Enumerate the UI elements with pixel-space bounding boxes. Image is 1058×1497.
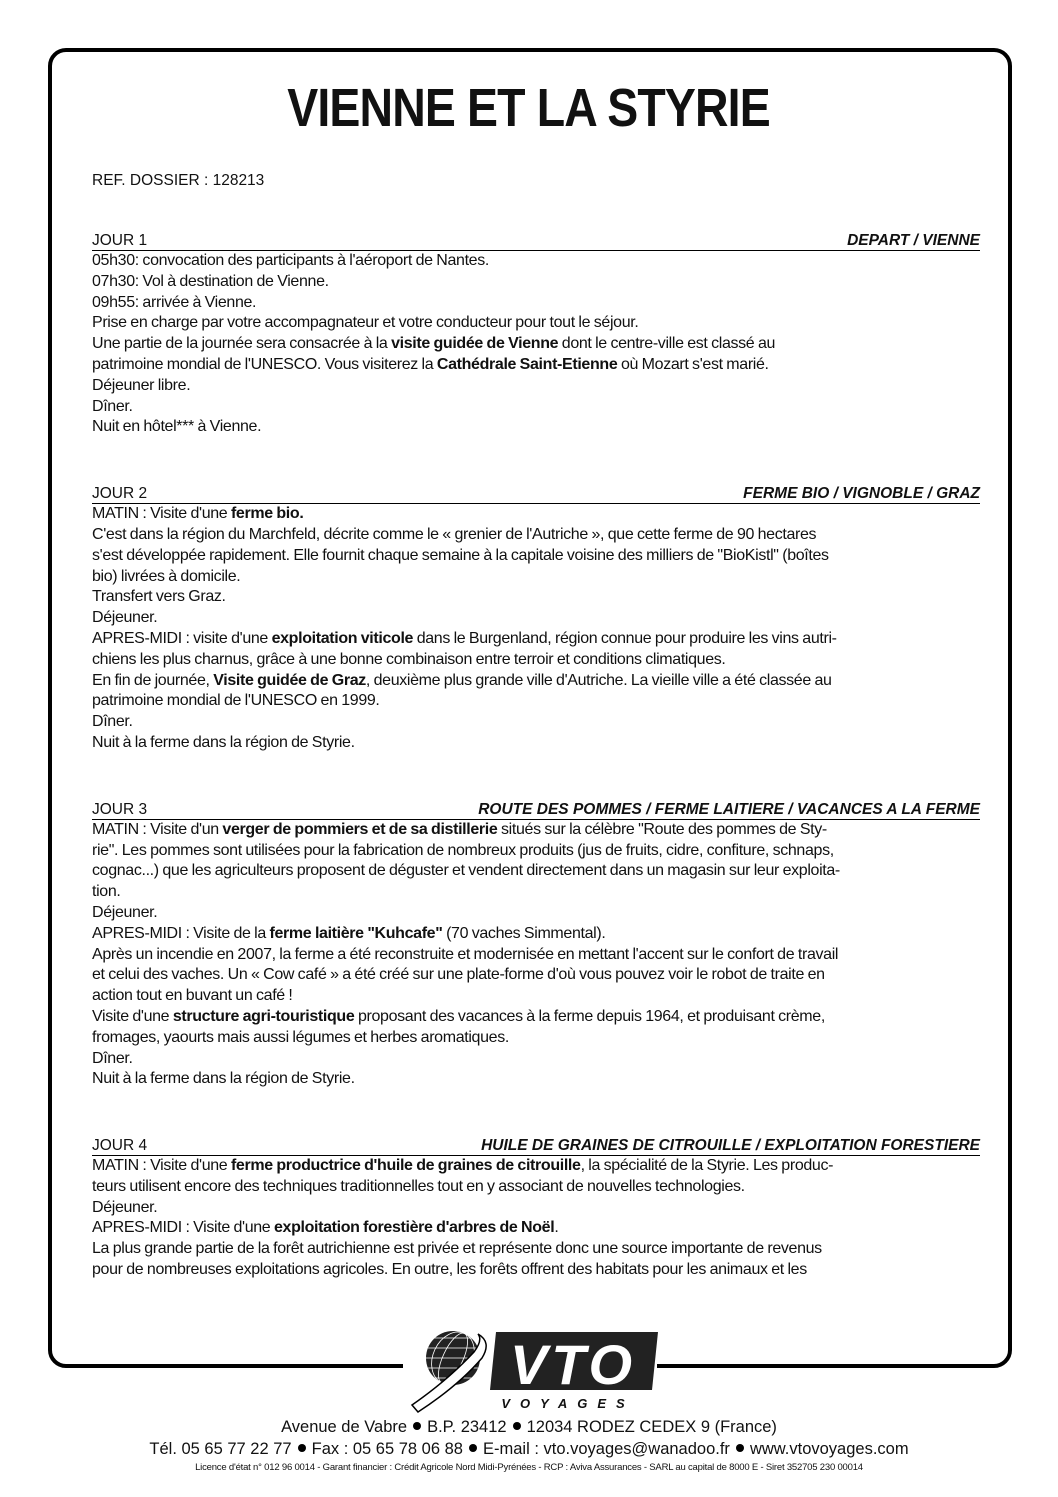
description-line — [92, 733, 980, 754]
text-segment: cognac...) que les agriculteurs proposent de déguster et vendent directement dans un magasin sur leur exploita- — [92, 862, 840, 880]
text-segment: Déjeuner libre. — [92, 376, 191, 394]
text-segment: où Mozart s'est marié. — [617, 355, 769, 373]
day-description — [92, 504, 980, 754]
footer-item[interactable]: www.vtovoyages.com — [749, 1440, 909, 1458]
text-segment: Après un incendie en 2007, la ferme a été reconstruite et modernisée en mettant l'accent sur le confort de travail — [92, 945, 839, 963]
logo-subtitle: VOYAGES — [501, 1396, 635, 1411]
text-segment: Déjeuner. — [92, 1198, 158, 1216]
day-theme: HUILE DE GRAINES DE CITROUILLE / EXPLOITATION FORESTIERE — [481, 1137, 980, 1155]
day-label: JOUR 1 — [92, 232, 148, 249]
day-header — [92, 1137, 980, 1156]
description-line — [92, 313, 980, 334]
day-theme: DEPART / VIENNE — [847, 232, 980, 249]
text-segment: La plus grande partie de la forêt autrichienne est privée et représente donc une source importante de revenus — [92, 1240, 822, 1258]
bullet-separator — [469, 1444, 477, 1452]
day-header — [92, 232, 980, 251]
day-description — [92, 820, 980, 1090]
text-segment: Dîner. — [92, 397, 133, 415]
vto-voyages-logo — [408, 1320, 658, 1415]
description-line — [92, 1260, 980, 1281]
text-segment: proposant des vacances à la ferme depuis 1964, et produisant crème, — [354, 1007, 825, 1025]
description-line — [92, 1069, 980, 1090]
text-segment: dans le Burgenland, région connue pour produire les vins autri- — [413, 629, 837, 647]
day-label: JOUR 3 — [92, 800, 148, 818]
description-line — [92, 671, 980, 692]
description-line — [92, 1177, 980, 1198]
footer-contact — [0, 1440, 1058, 1459]
description-line — [92, 504, 980, 525]
text-segment: MATIN : Visite d'une — [92, 505, 231, 523]
description-line — [92, 882, 980, 903]
description-line — [92, 629, 980, 650]
highlight-text: visite guidée de Vienne — [391, 335, 559, 353]
text-segment: APRES-MIDI : visite d'une — [92, 629, 272, 647]
svg-text:VTO: VTO — [509, 1333, 637, 1396]
highlight-text: ferme bio. — [230, 505, 304, 523]
text-segment: MATIN : Visite d'une — [92, 1157, 231, 1175]
day-label: JOUR 4 — [92, 1137, 148, 1155]
description-line — [92, 691, 980, 712]
text-segment: (70 vaches Simmental). — [442, 924, 606, 942]
footer-item[interactable]: E-mail : vto.voyages@wanadoo.fr — [482, 1440, 730, 1458]
text-segment: tion. — [92, 883, 121, 901]
footer-item: B.P. 23412 — [427, 1418, 507, 1436]
text-segment: Dîner. — [92, 713, 133, 731]
text-segment: Nuit à la ferme dans la région de Styrie. — [92, 733, 355, 751]
description-line — [92, 1007, 980, 1028]
description-line — [92, 924, 980, 945]
description-line — [92, 417, 980, 438]
highlight-text: Cathédrale Saint-Etienne — [436, 355, 618, 373]
description-line — [92, 1028, 980, 1049]
description-line — [92, 820, 980, 841]
description-line — [92, 1198, 980, 1219]
text-segment: situés sur la célèbre "Route des pommes de Sty- — [497, 820, 827, 838]
text-segment: Dîner. — [92, 1049, 133, 1067]
text-segment: , deuxième plus grande ville d'Autriche. La vieille ville a été classée au — [365, 671, 832, 689]
bullet-separator — [513, 1422, 521, 1430]
day-theme: FERME BIO / VIGNOBLE / GRAZ — [743, 485, 980, 503]
footer-address — [0, 1418, 1058, 1437]
description-line — [92, 525, 980, 546]
footer-item: Fax : 05 65 78 06 88 — [311, 1440, 463, 1458]
globe-icon — [412, 1325, 486, 1412]
text-segment: 05h30: convocation des participants à l'aéroport de Nantes. — [92, 252, 489, 269]
text-segment: pour de nombreuses exploitations agricoles. En outre, les forêts offrent des habitats pour les animaux et les — [92, 1261, 807, 1279]
description-line — [92, 986, 980, 1007]
bullet-separator — [413, 1422, 421, 1430]
text-segment: 07h30: Vol à destination de Vienne. — [92, 272, 329, 290]
text-segment: Transfert vers Graz. — [92, 588, 226, 606]
day-description — [92, 1156, 980, 1281]
day-section — [92, 485, 980, 754]
itinerary — [92, 232, 980, 1281]
description-line — [92, 608, 980, 629]
highlight-text: structure agri-touristique — [172, 1007, 355, 1025]
description-line — [92, 712, 980, 733]
text-segment: patrimoine mondial de l'UNESCO en 1999. — [92, 692, 380, 710]
text-segment: 09h55: arrivée à Vienne. — [92, 293, 257, 311]
day-theme: ROUTE DES POMMES / FERME LAITIERE / VACANCES A LA FERME — [478, 800, 980, 818]
description-line — [92, 1218, 980, 1239]
text-segment: Déjeuner. — [92, 903, 158, 921]
description-line — [92, 1239, 980, 1260]
day-section — [92, 801, 980, 1090]
description-line — [92, 841, 980, 862]
highlight-text: verger de pommiers et de sa distillerie — [222, 820, 498, 838]
description-line — [92, 397, 980, 418]
highlight-text: ferme productrice d'huile de graines de citrouille — [230, 1157, 581, 1175]
text-segment: teurs utilisent encore des techniques traditionnelles tout en y associant de nouvelles technologies. — [92, 1177, 745, 1195]
text-segment: Déjeuner. — [92, 609, 158, 627]
highlight-text: Visite guidée de Graz — [213, 671, 366, 689]
description-line — [92, 272, 980, 293]
text-segment: et celui des vaches. Un « Cow café » a été créé sur une plate-forme d'où vous pouvez voir le robot de traite en — [92, 966, 825, 984]
text-segment: Nuit en hôtel*** à Vienne. — [92, 418, 262, 436]
highlight-text: ferme laitière "Kuhcafe" — [269, 924, 443, 942]
day-header — [92, 485, 980, 504]
description-line — [92, 355, 980, 376]
text-segment: rie". Les pommes sont utilisées pour la fabrication de nombreux produits (jus de fruits, cidre, confiture, schnaps, — [92, 841, 834, 859]
description-line — [92, 1049, 980, 1070]
footer-item: 12034 RODEZ CEDEX 9 (France) — [526, 1418, 777, 1436]
text-segment: . — [554, 1219, 559, 1237]
description-line — [92, 587, 980, 608]
day-description — [92, 251, 980, 438]
description-line — [92, 546, 980, 567]
text-segment: APRES-MIDI : Visite d'une — [92, 1219, 274, 1237]
description-line — [92, 965, 980, 986]
text-segment: chiens les plus charnus, grâce à une bonne combinaison entre terroir et conditions climatiques. — [92, 650, 726, 668]
footer-item: Avenue de Vabre — [281, 1418, 408, 1436]
text-segment: Une partie de la journée sera consacrée à la — [92, 335, 392, 353]
bullet-separator — [736, 1444, 744, 1452]
day-section — [92, 1137, 980, 1281]
day-section — [92, 232, 980, 438]
footer-item: Tél. 05 65 77 22 77 — [149, 1440, 292, 1458]
text-segment: En fin de journée, — [92, 671, 214, 689]
description-line — [92, 861, 980, 882]
text-segment: patrimoine mondial de l'UNESCO. Vous visiterez la — [92, 355, 437, 373]
reference-number: REF. DOSSIER : 128213 — [92, 172, 265, 189]
text-segment: Prise en charge par votre accompagnateur et votre conducteur pour tout le séjour. — [92, 314, 639, 332]
highlight-text: exploitation forestière d'arbres de Noël — [273, 1219, 555, 1237]
text-segment: Nuit à la ferme dans la région de Styrie. — [92, 1070, 355, 1088]
text-segment: Visite d'une — [92, 1007, 173, 1025]
description-line — [92, 1156, 980, 1177]
description-line — [92, 650, 980, 671]
description-line — [92, 945, 980, 966]
description-line — [92, 293, 980, 314]
description-line — [92, 567, 980, 588]
text-segment: action tout en buvant un café ! — [92, 987, 293, 1005]
text-segment: bio) livrées à domicile. — [92, 567, 241, 585]
text-segment: MATIN : Visite d'un — [92, 820, 223, 838]
text-segment: C'est dans la région du Marchfeld, décrite comme le « grenier de l'Autriche », que cette ferme de 90 hectares — [92, 525, 817, 543]
text-segment: s'est développée rapidement. Elle fournit chaque semaine à la capitale voisine des milliers de "BioKistl" (boîtes — [92, 546, 829, 564]
description-line — [92, 376, 980, 397]
day-header — [92, 801, 980, 820]
day-label: JOUR 2 — [92, 485, 148, 503]
footer-legal: Licence d'état n° 012 96 0014 - Garant financier : Crédit Agricole Nord Midi-Pyrénées - RCP : Aviva Assurances - SARL au capital de 8000 E - Siret 352705 230 00014 — [195, 1462, 863, 1473]
vto-letters — [490, 1332, 658, 1396]
text-segment: , la spécialité de la Styrie. Les produc- — [580, 1157, 834, 1175]
description-line — [92, 251, 980, 272]
text-segment: APRES-MIDI : Visite de la — [92, 924, 270, 942]
bullet-separator — [298, 1444, 306, 1452]
text-segment: dont le centre-ville est classé au — [558, 335, 776, 353]
highlight-text: exploitation viticole — [271, 629, 414, 647]
document-title: VIENNE ET LA STYRIE — [287, 78, 771, 138]
description-line — [92, 334, 980, 355]
description-line — [92, 903, 980, 924]
text-segment: fromages, yaourts mais aussi légumes et herbes aromatiques. — [92, 1028, 509, 1046]
